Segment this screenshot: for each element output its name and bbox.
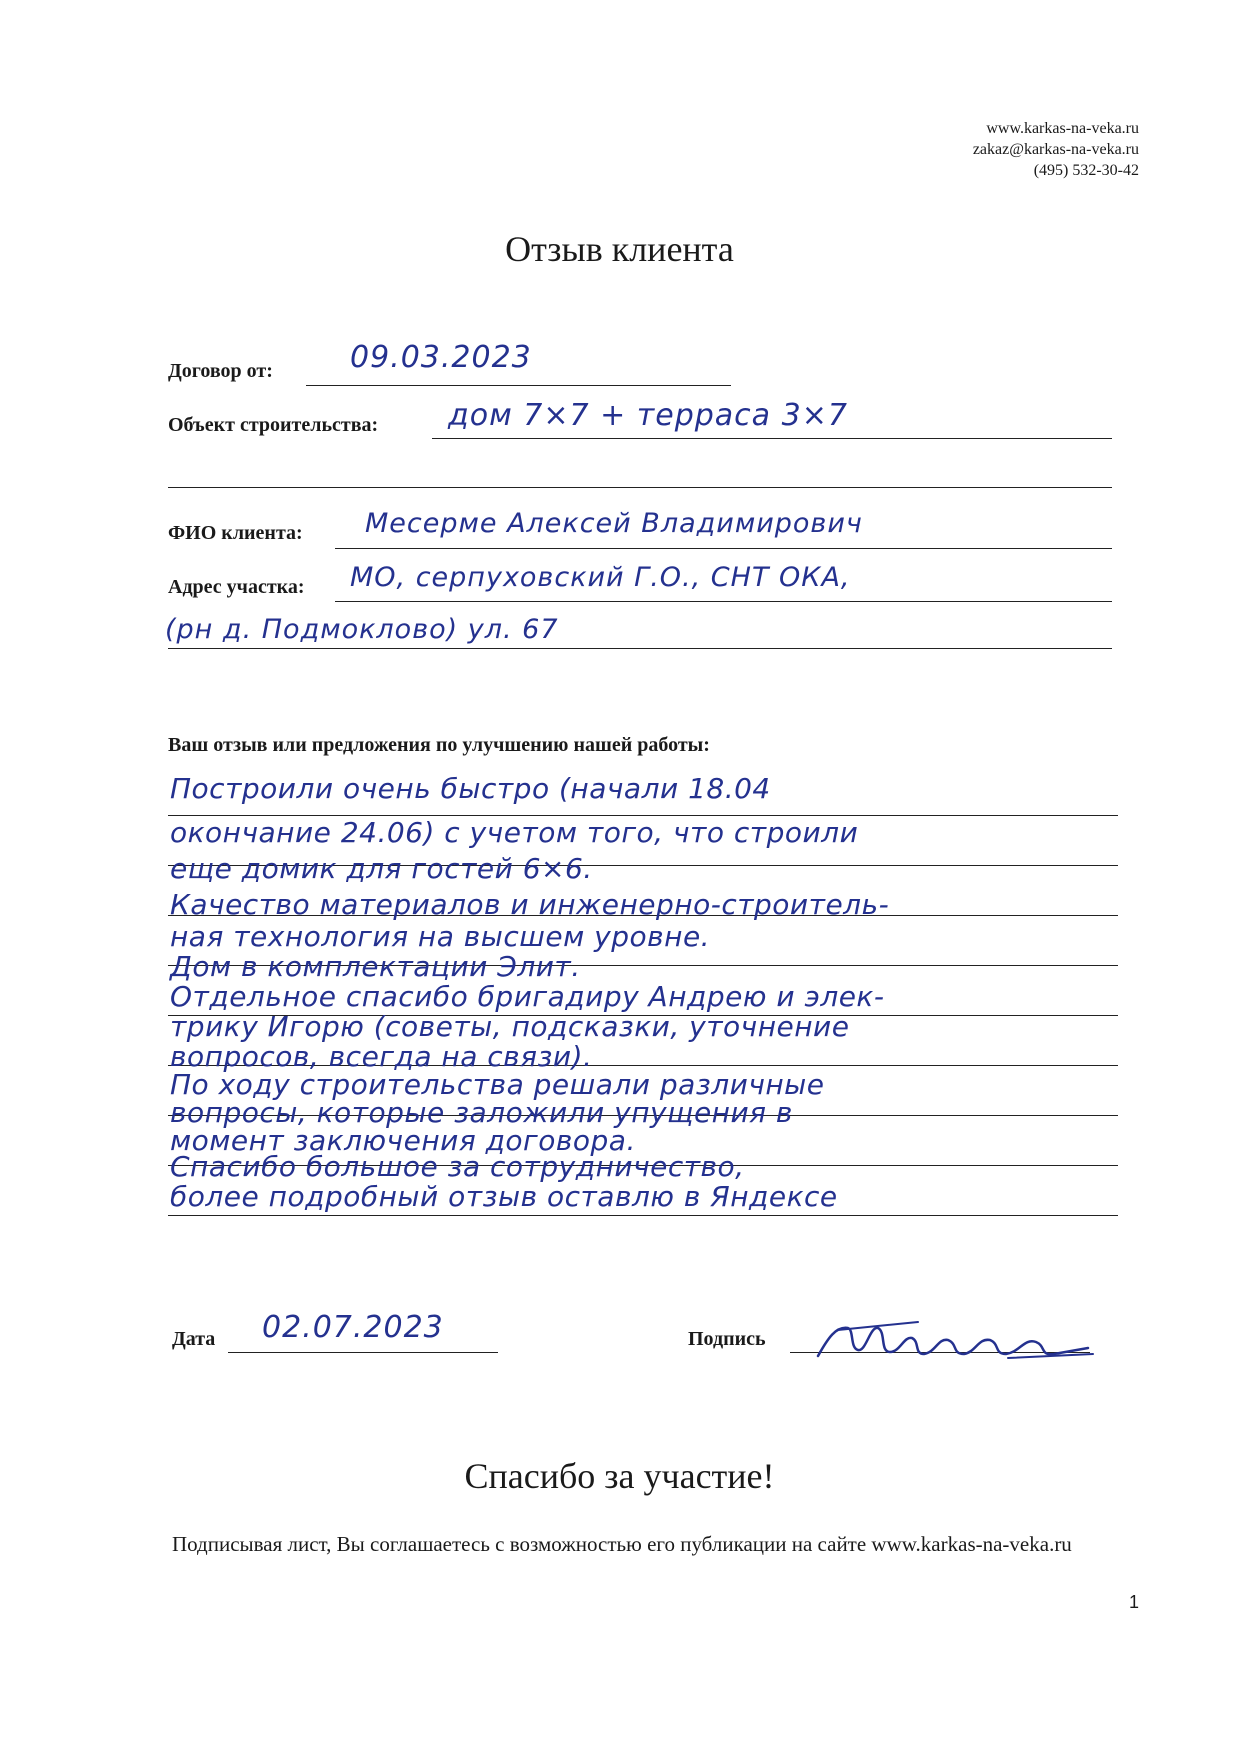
review-text-line: трику Игорю (советы, подсказки, уточнение — [170, 1010, 850, 1043]
review-text-line: Построили очень быстро (начали 18.04 — [170, 772, 771, 805]
email-text: zakaz@karkas-na-veka.ru — [972, 141, 1139, 158]
date-label: Дата — [172, 1328, 216, 1350]
review-text-line: более подробный отзыв оставлю в Яндексе — [170, 1180, 838, 1213]
plot-address-handwritten-line-1: МО, серпуховский Г.О., СНТ ОКА, — [350, 562, 851, 593]
contract-date-handwritten: 09.03.2023 — [350, 340, 532, 375]
signature-label: Подпись — [688, 1328, 766, 1350]
construction-object-label: Объект строительства: — [168, 414, 379, 436]
review-text-line: момент заключения договора. — [170, 1124, 636, 1157]
plot-address-underline-2 — [168, 648, 1112, 649]
review-text-line: вопросы, которые заложили упущения в — [170, 1096, 793, 1129]
date-handwritten: 02.07.2023 — [262, 1310, 444, 1345]
contact-block — [973, 118, 1139, 181]
review-label: Ваш отзыв или предложения по улучшению нашей работы: — [168, 734, 710, 756]
review-text-line: вопросов, всегда на связи). — [170, 1040, 593, 1073]
review-text-line: ная технология на высшем уровне. — [170, 920, 711, 953]
plot-address-label: Адрес участка: — [168, 576, 305, 598]
construction-object-underline — [432, 438, 1112, 439]
review-text-line: Спасибо большое за сотрудничество, — [170, 1150, 745, 1183]
review-text-line: окончание 24.06) с учетом того, что строили — [170, 816, 859, 849]
date-underline — [228, 1352, 498, 1353]
consent-text: Подписывая лист, Вы соглашаетесь с возможностью его публикации на сайте www.karkas-na-veka.ru — [172, 1532, 1072, 1556]
page-title: Отзыв клиента — [505, 229, 734, 269]
review-line-9 — [168, 1215, 1118, 1216]
review-text-line: Дом в комплектации Элит. — [170, 950, 581, 983]
thanks-heading: Спасибо за участие! — [464, 1456, 775, 1496]
client-name-underline — [335, 548, 1112, 549]
construction-object-extra-line — [168, 487, 1112, 488]
construction-object-handwritten: дом 7×7 + терраса 3×7 — [448, 398, 848, 433]
contract-underline — [306, 385, 731, 386]
review-text-line: По ходу строительства решали различные — [170, 1068, 825, 1101]
plot-address-handwritten-line-2: (рн д. Подмоклово) ул. 67 — [165, 614, 559, 645]
phone-text: (495) 532-30-42 — [1033, 162, 1139, 179]
website-text: www.karkas-na-veka.ru — [986, 120, 1139, 137]
handwritten-signature — [808, 1308, 1098, 1373]
client-name-handwritten: Месерме Алексей Владимирович — [365, 508, 863, 539]
review-text-line: еще домик для гостей 6×6. — [170, 852, 593, 885]
review-text-line: Отдельное спасибо бригадиру Андрею и элек- — [170, 980, 885, 1013]
client-name-label: ФИО клиента: — [168, 522, 303, 544]
contract-label: Договор от: — [168, 360, 273, 382]
review-text-line: Качество материалов и инженерно-строитель- — [170, 888, 890, 921]
page-number: 1 — [1128, 1592, 1139, 1612]
plot-address-underline-1 — [335, 601, 1112, 602]
